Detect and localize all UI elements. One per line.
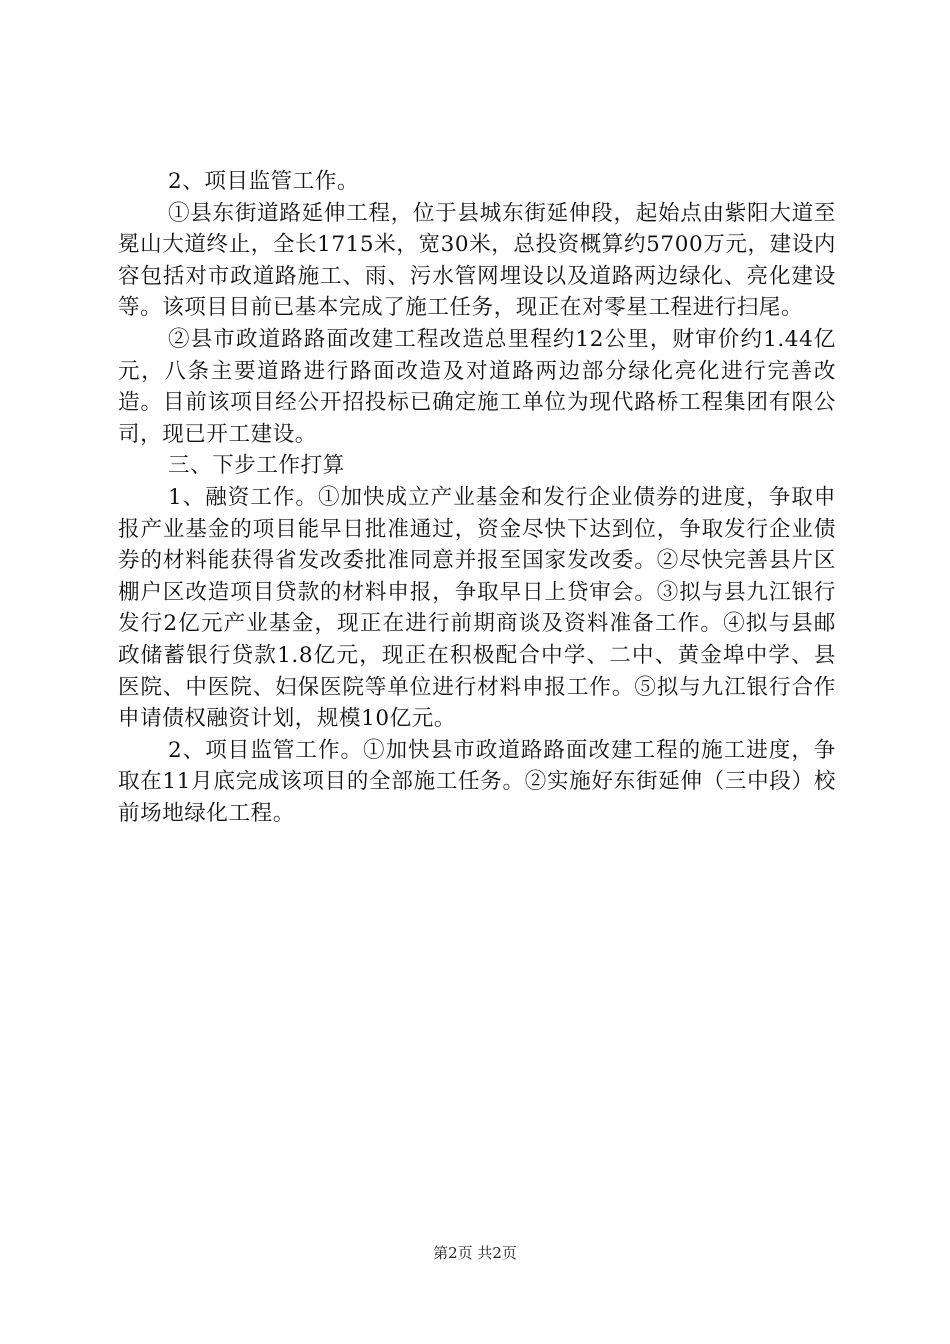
paragraph-road-renovation-project: ②县市政道路路面改建工程改造总里程约12公里，财审价约1.44亿元，八条主要道路进行路面改造及对道路两边部分绿化亮化进行完善改造。目前该项目经公开招投标已确定施工单位为现代路桥工程集团有限公司，现已开工建设。 bbox=[118, 326, 836, 447]
document-body bbox=[118, 166, 836, 829]
paragraph-financing-work: 1、融资工作。①加快成立产业基金和发行企业债券的进度，争取申报产业基金的项目能早日批准通过，资金尽快下达到位，争取发行企业债券的材料能获得省发改委批准同意并报至国家发改委。②尽快完善县片区棚户区改造项目贷款的材料申报，争取早日上贷审会。③拟与县九江银行发行2亿元产业基金，现正在进行前期商谈及资料准备工作。④拟与县邮政储蓄银行贷款1.8亿元，现正在积极配合中学、二中、黄金埠中学、县医院、中医院、妇保医院等单位进行材料申报工作。⑤拟与九江银行合作申请债权融资计划，规模10亿元。 bbox=[118, 484, 836, 732]
section-heading-project-supervision: 2、项目监管工作。 bbox=[168, 169, 360, 194]
paragraph-east-street-project: ①县东街道路延伸工程，位于县城东街延伸段，起始点由紫阳大道至冕山大道终止，全长1715米，宽30米，总投资概算约5700万元，建设内容包括对市政道路施工、雨、污水管网埋设以及道路两边绿化、亮化建设等。该项目目前已基本完成了施工任务，现正在对零星工程进行扫尾。 bbox=[118, 200, 836, 321]
section-heading-next-steps: 三、下步工作打算 bbox=[168, 453, 345, 479]
paragraph-project-supervision-plan: 2、项目监管工作。①加快县市政道路路面改建工程的施工进度，争取在11月底完成该项目的全部施工任务。②实施好东街延伸（三中段）校前场地绿化工程。 bbox=[118, 737, 836, 826]
page-number-footer: 第2页 共2页 bbox=[433, 1244, 517, 1262]
